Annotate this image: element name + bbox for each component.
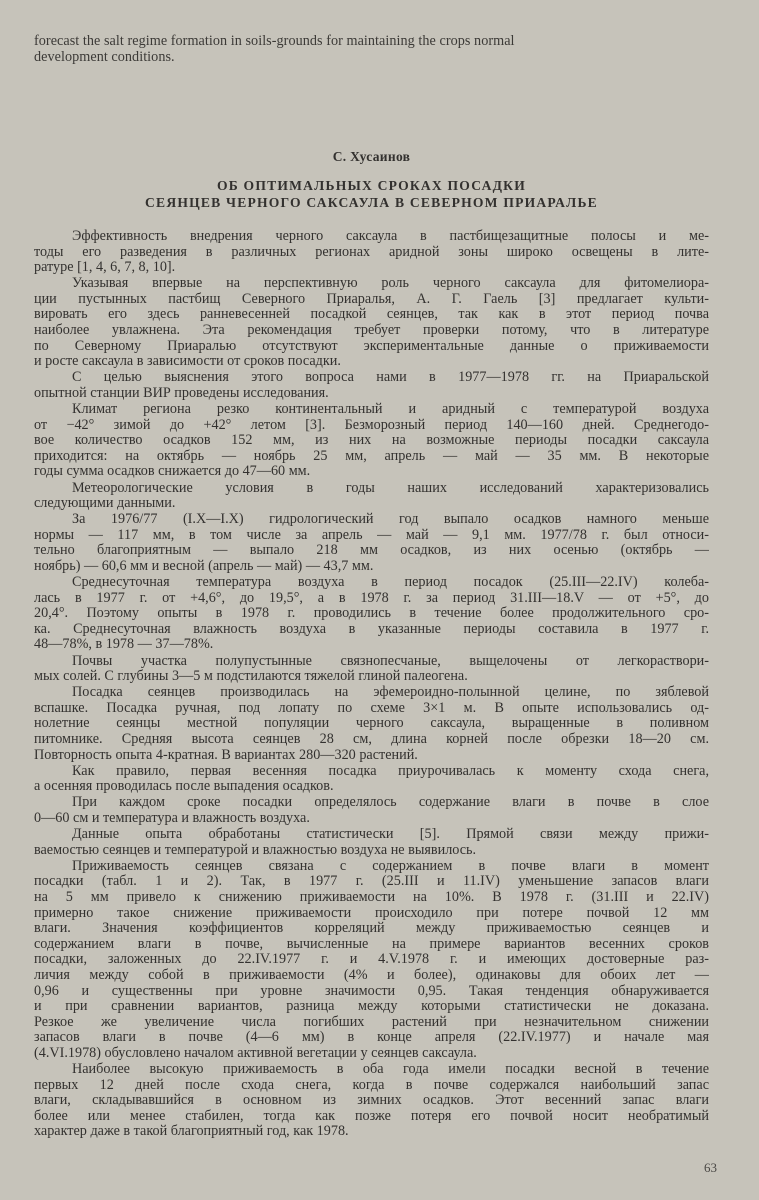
paragraph (34, 481, 709, 512)
article-author: С. Хусаинов (332, 149, 411, 164)
title-line: ОБ ОПТИМАЛЬНЫХ СРОКАХ ПОСАДКИ (216, 178, 526, 193)
paragraph (34, 512, 709, 574)
paragraph (34, 370, 709, 401)
paragraph-line: Климат региона резко континентальный и аридный с температурой воздуха (72, 402, 709, 418)
paragraph (34, 685, 709, 763)
paragraph-line: посадки (табл. 1 и 2). Так, в 1977 г. (25.III и 11.IV) уменьшение запасов влаги (34, 874, 709, 890)
paragraph-line: Повторность опыта 4-кратная. В вариантах 280—320 растений. (34, 747, 418, 763)
paragraph-line: а осенняя проводилась после выпадения осадков. (34, 779, 334, 795)
paragraph (34, 859, 709, 1062)
paragraph-line: наиболее увлажнена. Эта рекомендация требует проверки потому, что в литературе (34, 323, 709, 339)
paragraph (34, 276, 709, 370)
paragraph-line: вое количество осадков 152 мм, из них на возможные периоды посадки саксаула (34, 433, 709, 449)
paragraph-line: на 5 мм привело к снижению приживаемости на 10%. В 1978 г. (31.III и 22.IV) (34, 889, 709, 905)
paragraph-line: от −42° зимой до +42° летом [3]. Безморозный период 140—160 дней. Среднегодо- (34, 417, 709, 433)
paragraph-line: вировать его здесь ранневесенней посадкой сеянцев, так как в этот период почва (34, 307, 709, 323)
paragraph-line: ваемостью сеянцев и температурой и влажностью воздуха не выявилось. (34, 842, 477, 858)
paragraph (34, 575, 709, 653)
paragraph-line: влаги, складывавшийся в основном из зимних осадков. Этот весенний запас влаги (34, 1093, 709, 1109)
title-line: СЕЯНЦЕВ ЧЕРНОГО САКСАУЛА В СЕВЕРНОМ ПРИАРАЛЬЕ (145, 195, 598, 210)
paragraph-line: За 1976/77 (I.X—I.X) гидрологический год выпало осадков намного меньше (72, 512, 709, 528)
paragraph-line: (4.VI.1978) обусловлено началом активной вегетации у сеянцев саксаула. (34, 1045, 477, 1061)
paragraph-line: нолетние сеянцы местной популяции черного саксаула, выращенные в поливном (34, 716, 709, 732)
paragraph (34, 1062, 709, 1140)
paragraph-line: Как правило, первая весенняя посадка приурочивалась к моменту схода снега, (72, 763, 709, 779)
paragraph-line: вспашке. Посадка ручная, под лопату по схеме 3×1 м. В опыте использовались од- (34, 700, 709, 716)
paragraph-line: характер даже в такой благоприятный год, как 1978. (34, 1124, 349, 1140)
paragraph (34, 795, 709, 826)
paragraph-line: Посадка сеянцев производилась на эфемероидно-полынной целине, по зяблевой (72, 685, 709, 701)
abstract-line: development conditions. (34, 48, 175, 65)
paragraph-line: нормы — 117 мм, в том числе за апрель — май — 9,1 мм. 1977/78 г. был относи- (34, 527, 709, 543)
paragraph-line: Резкое же увеличение числа погибших растений при незначительном снижении (34, 1014, 709, 1030)
paragraph-line: Эффективность внедрения черного саксаула в пастбищезащитные полосы и ме- (72, 229, 709, 244)
paragraph-line: и при сравнении вариантов, разница между которыми статистически не доказана. (34, 999, 709, 1015)
paragraph-line: ка. Среднесуточная влажность воздуха в указанные периоды составила в 1977 г. (34, 621, 709, 637)
paragraph-line: следующими данными. (34, 496, 176, 512)
paragraph-line: При каждом сроке посадки определялось содержание влаги в почве в слое (72, 795, 709, 811)
paragraph-line: более или менее стабилен, тогда как позже потеря его почвой носит необратимый (34, 1108, 709, 1124)
paragraph-line: Данные опыта обработаны статистически [5]. Прямой связи между прижи- (72, 827, 709, 843)
paragraph-line: ции пустынных пастбищ Северного Приаралья, А. Г. Гаель [3] предлагает культи- (34, 291, 709, 307)
paragraph-line: лась в 1977 г. от +4,6°, до 19,5°, а в 1978 г. за период 31.III—18.V — от +5°, до (34, 590, 709, 606)
article-title (34, 177, 709, 211)
paragraph-line: Почвы участка полупустынные связнопесчаные, выщелочены от легкораствори- (72, 653, 709, 669)
paragraph-line: питомнике. Средняя высота сеянцев 28 см, длина корней после обрезки 18—20 см. (34, 732, 709, 747)
paragraph-line: влаги. Значения коэффициентов корреляций между приживаемостью сеянцев и (34, 921, 709, 937)
paragraph (34, 827, 709, 858)
paragraph-line: 48—78%, в 1978 — 37—78%. (34, 637, 214, 653)
paragraph-line: ноябрь) — 60,6 мм и весной (апрель — май) — 43,7 мм. (34, 558, 374, 574)
abstract-line: forecast the salt regime formation in soils-grounds for maintaining the crops normal (34, 33, 515, 49)
paragraph-line: Наиболее высокую приживаемость в оба года имели посадки весной в течение (72, 1061, 709, 1077)
paragraph-line: опытной станции ВИР проведены исследования. (34, 385, 329, 401)
paragraph (34, 764, 709, 795)
article-body (34, 229, 709, 1140)
paragraph-line: примерно такое снижение приживаемости происходило при потере почвой 12 мм (34, 905, 709, 921)
paragraph-line: годы сумма осадков снижается до 47—60 мм. (34, 464, 311, 480)
paragraph-line: Среднесуточная температура воздуха в период посадок (25.III—22.IV) колеба- (72, 575, 709, 591)
paragraph-line: 0,96 и существенны при уровне значимости 0,95. Такая тенденция обнаруживается (34, 983, 709, 999)
paragraph-line: приходится: на октябрь — ноябрь 25 мм, апрель — май — 35 мм. В некоторые (34, 448, 709, 464)
paragraph-line: Приживаемость сеянцев связана с содержанием в почве влаги в момент (72, 858, 709, 874)
paragraph-line: запасов влаги в почве (4—6 мм) в конце апреля (22.IV.1977) и начале мая (34, 1030, 709, 1046)
paragraph-line: тоды его разведения в различных регионах аридной зоны широко освещены в лите- (34, 244, 709, 260)
paragraph-line: и росте саксаула в зависимости от сроков посадки. (34, 354, 341, 370)
paragraph-line: тельно благоприятным — выпало 218 мм осадков, из них осенью (октябрь — (34, 543, 709, 559)
paragraph-line: мых солей. С глубины 3—5 м подстилаются тяжелой глиной палеогена. (34, 669, 468, 685)
paragraph (34, 654, 709, 685)
paragraph (34, 402, 709, 480)
paragraph-line: ратуре [1, 4, 6, 7, 8, 10]. (34, 260, 176, 276)
paragraph-line: Метеорологические условия в годы наших исследований характеризовались (72, 480, 709, 496)
abstract-tail (34, 34, 709, 65)
paragraph-line: 20,4°. Поэтому опыты в 1978 г. проводились в течение более продолжительного сро- (34, 606, 709, 622)
paragraph-line: посадки, заложенных до 22.IV.1977 г. и 4.V.1978 г. и имеющих достоверные раз- (34, 952, 709, 968)
paragraph-line: личия между собой в приживаемости (4% и более), одинаковы для обоих лет — (34, 967, 709, 983)
paragraph-line: С целью выяснения этого вопроса нами в 1977—1978 гг. на Приаральской (72, 370, 709, 386)
paragraph-line: по Северному Приаралью отсутствуют экспериментальные данные о приживаемости (34, 338, 709, 354)
paragraph-line: первых 12 дней после схода снега, когда в почве содержался наибольший запас (34, 1077, 709, 1093)
paragraph-line: содержанием влаги в почве, вычисленные на примере вариантов весенних сроков (34, 936, 709, 952)
page-number: 63 (704, 1160, 717, 1175)
paragraph (34, 229, 709, 276)
paragraph-line: Указывая впервые на перспективную роль черного саксаула для фитомелиора- (72, 276, 709, 292)
paragraph-line: 0—60 см и температура и влажность воздуха. (34, 810, 310, 826)
